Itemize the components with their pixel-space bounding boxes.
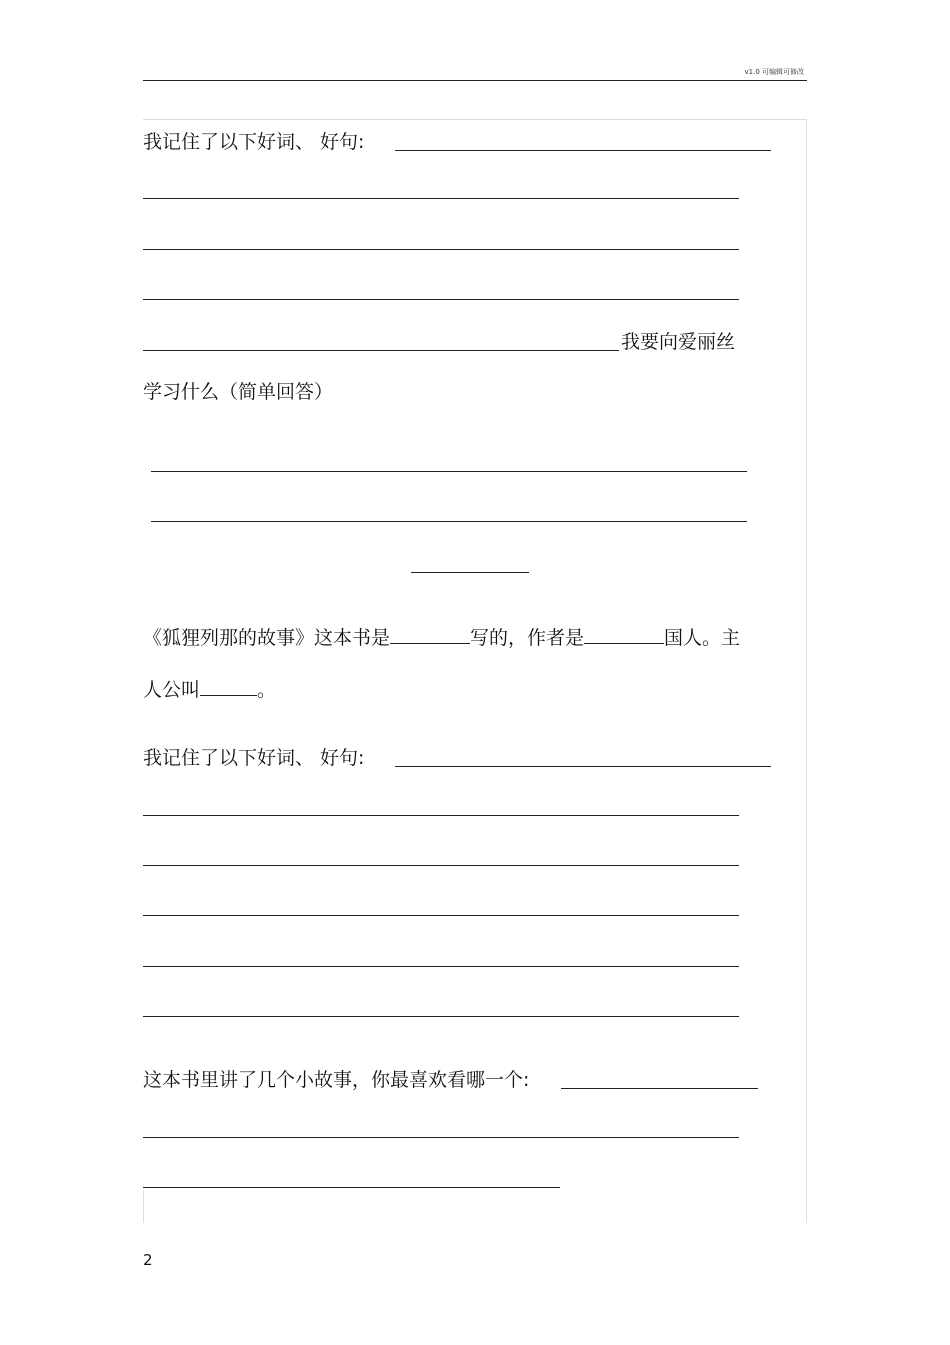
answer-line[interactable]	[143, 966, 739, 967]
answer-line[interactable]	[143, 1016, 739, 1017]
answer-line[interactable]	[143, 915, 739, 916]
period-text: 。	[257, 679, 277, 701]
good-words-prompt-2: 我记住了以下好词、 好句:	[143, 747, 365, 769]
answer-line[interactable]	[395, 766, 771, 767]
answer-line[interactable]	[411, 572, 529, 573]
answer-line[interactable]	[143, 198, 739, 199]
book-question-line2	[143, 677, 276, 701]
answer-line[interactable]	[143, 1187, 560, 1188]
answer-line[interactable]	[143, 1137, 739, 1138]
answer-line[interactable]	[151, 521, 747, 522]
protagonist-blank[interactable]	[200, 677, 257, 696]
author-nation-text: 写的，作者是	[470, 627, 585, 649]
stories-prompt: 这本书里讲了几个小故事，你最喜欢看哪一个:	[143, 1069, 530, 1091]
answer-line[interactable]	[151, 471, 747, 472]
answer-line[interactable]	[143, 865, 739, 866]
nationality-blank[interactable]	[584, 625, 664, 644]
answer-line[interactable]	[395, 150, 771, 151]
version-note: v1.0 可编辑可修改	[744, 68, 804, 76]
page-number: 2	[143, 1251, 153, 1269]
learn-prompt-part1: 我要向爱丽丝	[621, 331, 736, 353]
answer-line[interactable]	[143, 249, 739, 250]
frame-left-border	[143, 1190, 144, 1223]
answer-line[interactable]	[143, 815, 739, 816]
protagonist-text: 人公叫	[143, 679, 201, 701]
main-character-text: 国人。主	[664, 627, 741, 649]
header-rule	[143, 80, 807, 81]
learn-prompt-part2: 学习什么（简单回答）	[143, 381, 334, 403]
frame-top-border	[143, 119, 807, 120]
answer-line[interactable]	[143, 350, 619, 351]
frame-right-border	[806, 119, 807, 1223]
good-words-prompt: 我记住了以下好词、 好句:	[143, 131, 365, 153]
answer-line[interactable]	[143, 299, 739, 300]
author-blank[interactable]	[390, 625, 470, 644]
answer-line[interactable]	[561, 1088, 758, 1089]
book-title-text: 《狐狸列那的故事》这本书是	[143, 627, 391, 649]
book-question-line1	[143, 625, 740, 649]
